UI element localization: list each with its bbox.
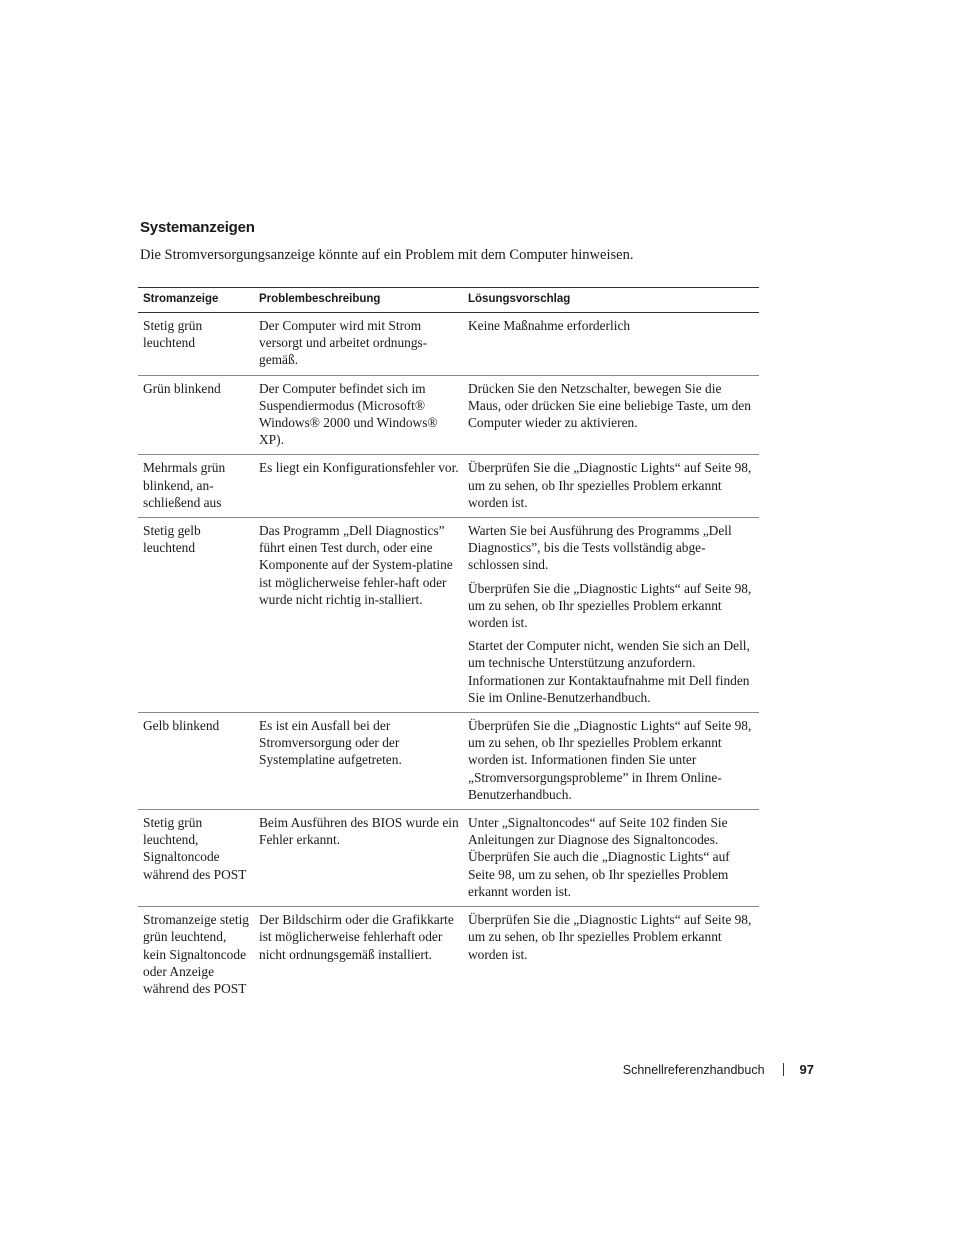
- table-row: [138, 713, 759, 810]
- power-light-table: [138, 287, 759, 1003]
- book-title: Schnellreferenzhandbuch: [622, 1062, 765, 1077]
- page-footer: [623, 1062, 814, 1077]
- section-title: Systemanzeigen: [140, 219, 255, 236]
- page-number: 97: [799, 1062, 814, 1077]
- solution-text: Überprüfen Sie die „Diagnostic Lights“ auf Seite 98, um zu sehen, ob Ihr spezielles Problem erkannt worden ist. Informationen finden Sie unter „Stromversorgungsprobleme” in Ihrem Online-Benutzerhandbuch.: [468, 718, 752, 802]
- table-header-row: [138, 288, 759, 313]
- table-row: [138, 907, 759, 1004]
- cell-indicator: Grün blinkend: [138, 375, 254, 455]
- cell-problem: Das Programm „Dell Diagnostics” führt einen Test durch, oder eine Komponente auf der System-platine ist möglicherweise fehler-haft oder wurde nicht richtig in-stalliert.: [254, 518, 463, 713]
- table-row: [138, 455, 759, 518]
- section-intro: Die Stromversorgungsanzeige könnte auf ein Problem mit dem Computer hinweisen.: [140, 247, 634, 263]
- solution-text: Warten Sie bei Ausführung des Programms „Dell Diagnostics”, bis die Tests vollständig abge-schlossen sind.: [468, 523, 732, 573]
- cell-indicator: Stetig gelb leuchtend: [138, 518, 254, 713]
- table-row: [138, 375, 759, 455]
- cell-problem: Der Bildschirm oder die Grafikkarte ist möglicherweise fehlerhaft oder nicht ordnungsgemäß installiert.: [259, 912, 454, 962]
- cell-indicator: Stetig grün leuchtend, Signaltoncode während des POST: [138, 810, 254, 907]
- solution-text: Überprüfen Sie die „Diagnostic Lights“ auf Seite 98, um zu sehen, ob Ihr spezielles Problem erkannt worden ist.: [468, 460, 752, 510]
- cell-indicator: Stetig grün leuchtend: [138, 313, 254, 376]
- cell-solution: [463, 455, 759, 518]
- header-power-light: Stromanzeige: [138, 288, 254, 313]
- solution-text: Startet der Computer nicht, wenden Sie sich an Dell, um technische Unterstützung anzufordern. Informationen zur Kontaktaufnahme mit Dell finden Sie im Online-Benutzerhandbuch.: [468, 638, 750, 705]
- cell-problem: Beim Ausführen des BIOS wurde ein Fehler erkannt.: [254, 810, 463, 907]
- cell-problem: Es liegt ein Konfigurationsfehler vor.: [254, 455, 463, 518]
- table-row: [138, 810, 759, 907]
- cell-solution: [463, 313, 759, 376]
- cell-solution: [463, 375, 759, 455]
- cell-problem: Der Computer wird mit Strom versorgt und arbeitet ordnungs-gemäß.: [254, 313, 463, 376]
- solution-text: Überprüfen Sie die „Diagnostic Lights“ auf Seite 98, um zu sehen, ob Ihr spezielles Problem erkannt worden ist.: [468, 912, 752, 962]
- solution-text: Keine Maßnahme erforderlich: [468, 318, 631, 333]
- header-problem: Problembeschreibung: [254, 288, 463, 313]
- cell-solution: [463, 810, 759, 907]
- solution-text: Drücken Sie den Netzschalter, bewegen Sie die Maus, oder drücken Sie eine beliebige Taste, um den Computer wieder zu aktivieren.: [468, 380, 751, 431]
- solution-text: Überprüfen Sie die „Diagnostic Lights“ auf Seite 98, um zu sehen, ob Ihr spezielles Problem erkannt worden ist.: [468, 580, 752, 631]
- cell-solution: [463, 907, 759, 1004]
- table-row: [138, 313, 759, 376]
- cell-indicator: Mehrmals grün blinkend, an-schließend aus: [138, 455, 254, 518]
- footer-divider: [783, 1063, 784, 1076]
- solution-text: Unter „Signaltoncodes“ auf Seite 102 finden Sie Anleitungen zur Diagnose des Signaltoncodes. Überprüfen Sie auch die „Diagnostic Lights“ auf Seite 98, um zu sehen, ob Ihr spezielles Problem erkannt worden ist.: [468, 815, 730, 899]
- cell-indicator: Stromanzeige stetig grün leuchtend, kein Signaltoncode oder Anzeige während des POST: [143, 912, 249, 996]
- cell-problem: Der Computer befindet sich im Suspendiermodus (Microsoft® Windows® 2000 und Windows® XP).: [254, 375, 463, 455]
- cell-solution: [463, 713, 759, 810]
- table-row: [138, 518, 759, 713]
- header-solution: Lösungsvorschlag: [463, 288, 759, 313]
- cell-problem: Es ist ein Ausfall bei der Stromversorgung oder der Systemplatine aufgetreten.: [254, 713, 463, 810]
- cell-indicator: Gelb blinkend: [138, 713, 254, 810]
- cell-solution: [463, 518, 759, 713]
